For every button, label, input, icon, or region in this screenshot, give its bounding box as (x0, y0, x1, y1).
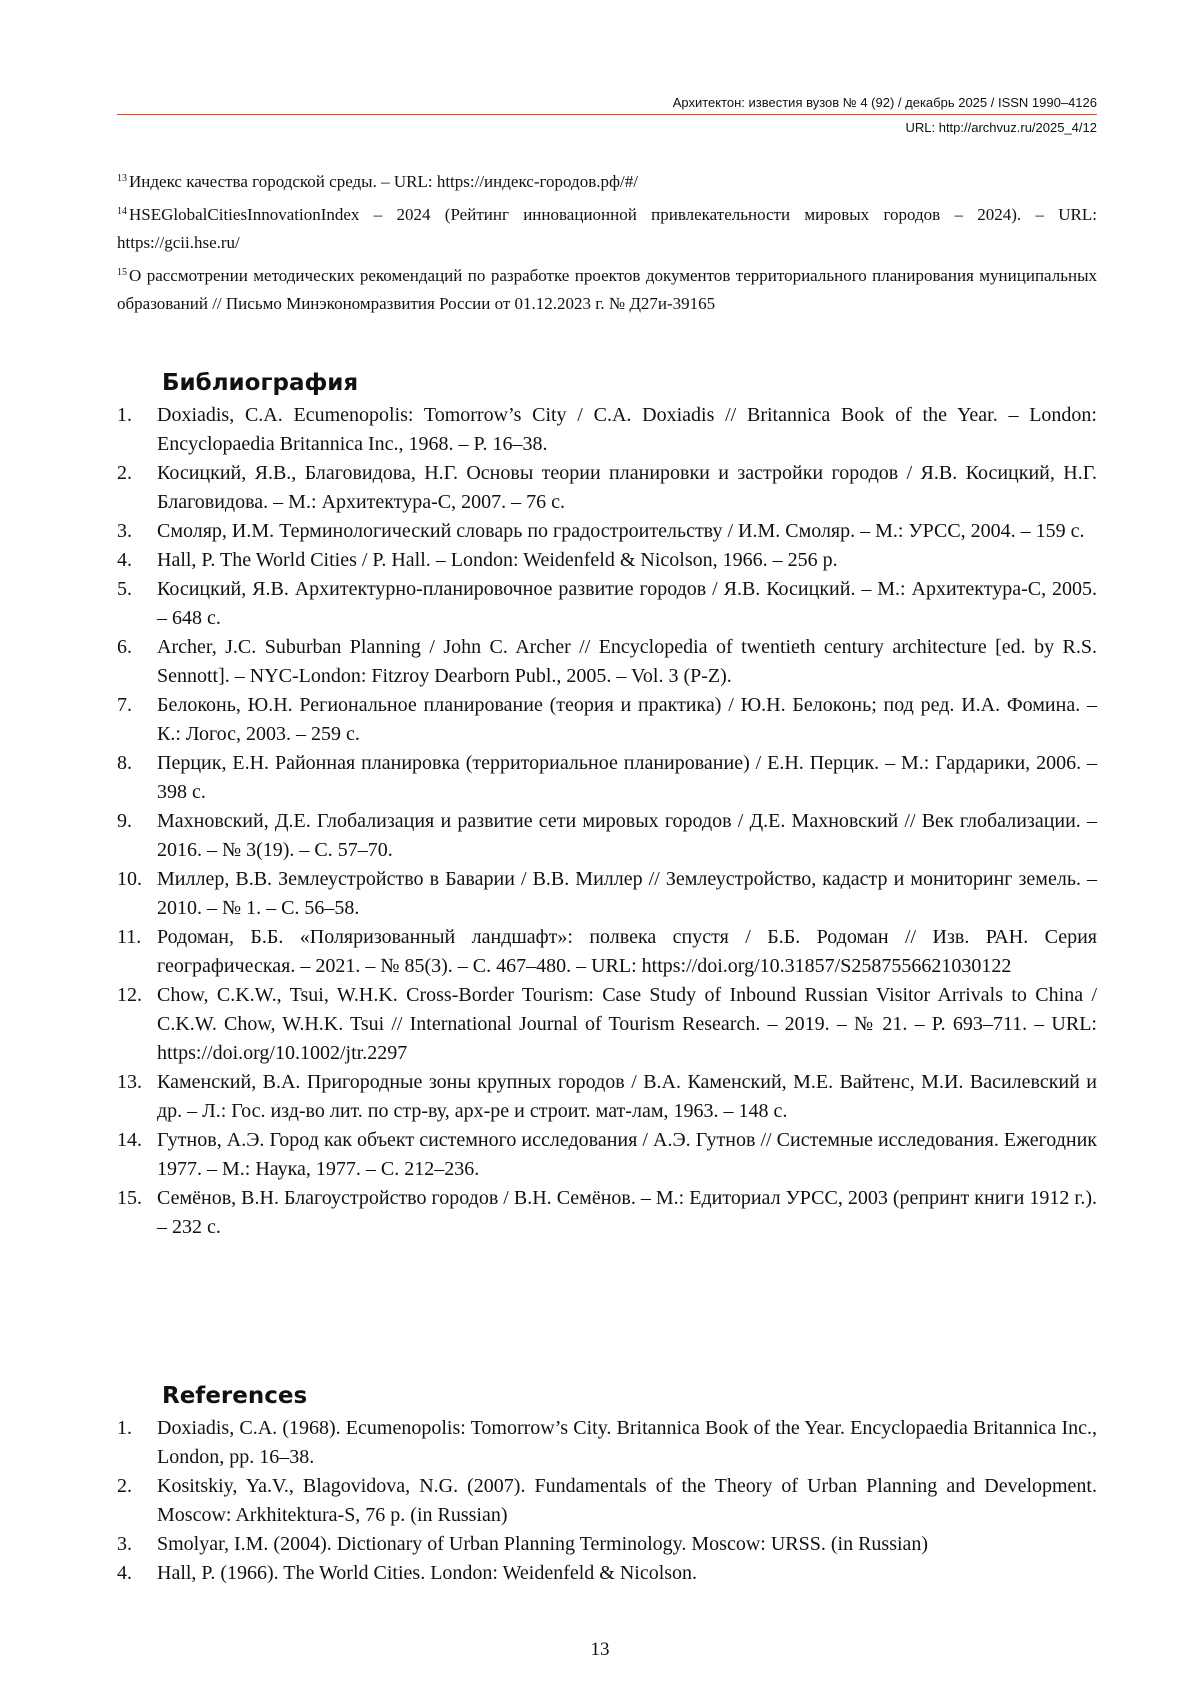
reference-item (117, 1472, 1097, 1530)
article-url: URL: http://archvuz.ru/2025_4/12 (905, 120, 1097, 135)
bibliography-item (117, 981, 1097, 1068)
footnote (117, 168, 1097, 196)
footnote-number: 15 (117, 267, 127, 278)
item-text: Родоман, Б.Б. «Поляризованный ландшафт»: полвека спустя / Б.Б. Родоман // Изв. РАН. Серия географическая. – 2021. – № 85(3). – С. 467–480. – URL: https://doi.org/10.31857/S2587556621030122 (157, 926, 1097, 977)
item-number: 1. (117, 1417, 132, 1439)
item-text: Kositskiy, Ya.V., Blagovidova, N.G. (2007). Fundamentals of the Theory of Urban Planning and Development. Moscow: Arkhitektura-S, 76 p. (in Russian) (157, 1475, 1097, 1526)
bibliography-list (117, 401, 1097, 1242)
item-number: 4. (117, 549, 132, 571)
bibliography-item (117, 1126, 1097, 1184)
bibliography-item (117, 1184, 1097, 1242)
item-number: 10. (117, 868, 142, 890)
reference-item (117, 1559, 1097, 1588)
footnote-text: Индекс качества городской среды. – URL: https://индекс-городов.рф/#/ (129, 172, 638, 191)
references-heading: References (162, 1383, 308, 1409)
bibliography-item (117, 691, 1097, 749)
item-number: 12. (117, 984, 142, 1006)
reference-item (117, 1530, 1097, 1559)
bibliography-section (117, 367, 1097, 1242)
footnote (117, 262, 1097, 318)
item-text: Махновский, Д.Е. Глобализация и развитие сети мировых городов / Д.Е. Махновский // Век глобализации. – 2016. – № 3(19). – С. 57–70. (157, 810, 1097, 861)
item-text: Косицкий, Я.В., Благовидова, Н.Г. Основы теории планировки и застройки городов / Я.В. Косицкий, Н.Г. Благовидова. – М.: Архитектура-С, 2007. – 76 с. (157, 462, 1097, 513)
item-number: 7. (117, 694, 132, 716)
footnotes (117, 168, 1097, 323)
bibliography-heading: Библиография (162, 370, 359, 396)
item-number: 5. (117, 578, 132, 600)
footnote (117, 201, 1097, 257)
item-text: Hall, P. The World Cities / P. Hall. – London: Weidenfeld & Nicolson, 1966. – 256 p. (157, 549, 838, 571)
reference-item (117, 1414, 1097, 1472)
bibliography-item (117, 749, 1097, 807)
item-number: 6. (117, 636, 132, 658)
item-text: Гутнов, А.Э. Город как объект системного исследования / А.Э. Гутнов // Системные исследования. Ежегодник 1977. – М.: Наука, 1977. – С. 212–236. (157, 1129, 1097, 1180)
item-text: Doxiadis, C.A. (1968). Ecumenopolis: Tomorrow’s City. Britannica Book of the Year. Encyclopaedia Britannica Inc., London, pp. 16–38. (157, 1417, 1097, 1468)
item-text: Семёнов, В.Н. Благоустройство городов / В.Н. Семёнов. – М.: Едиториал УРСС, 2003 (репринт книги 1912 г.). – 232 с. (157, 1187, 1097, 1238)
item-text: Smolyar, I.M. (2004). Dictionary of Urban Planning Terminology. Moscow: URSS. (in Russian) (157, 1533, 929, 1555)
bibliography-item (117, 807, 1097, 865)
item-number: 14. (117, 1129, 142, 1151)
bibliography-item (117, 401, 1097, 459)
item-number: 2. (117, 462, 132, 484)
page-number: 13 (590, 1639, 610, 1660)
item-number: 8. (117, 752, 132, 774)
item-text: Hall, P. (1966). The World Cities. London: Weidenfeld & Nicolson. (157, 1562, 698, 1584)
footnote-text: HSEGlobalCitiesInnovationIndex – 2024 (Рейтинг инновационной привлекательности мировых городов – 2024). – URL: https://gcii.hse.ru/ (117, 205, 1097, 252)
item-number: 11. (117, 926, 142, 948)
item-text: Каменский, В.А. Пригородные зоны крупных городов / В.А. Каменский, М.Е. Вайтенс, М.И. Василевский и др. – Л.: Гос. изд-во лит. по стр-ву, арх-ре и строит. мат-лам, 1963. – 148 с. (157, 1071, 1097, 1122)
bibliography-item (117, 575, 1097, 633)
item-text: Archer, J.C. Suburban Planning / John C. Archer // Encyclopedia of twentieth century architecture [ed. by R.S. Sennott]. – NYC-London: Fitzroy Dearborn Publ., 2005. – Vol. 3 (P-Z). (157, 636, 1097, 687)
item-text: Миллер, В.В. Землеустройство в Баварии / В.В. Миллер // Землеустройство, кадастр и мониторинг земель. – 2010. – № 1. – С. 56–58. (157, 868, 1097, 919)
footnote-number: 13 (117, 173, 127, 184)
item-text: Косицкий, Я.В. Архитектурно-планировочное развитие городов / Я.В. Косицкий. – М.: Архитектура-С, 2005. – 648 с. (157, 578, 1097, 629)
item-text: Белоконь, Ю.Н. Региональное планирование (теория и практика) / Ю.Н. Белоконь; под ред. И.А. Фомина. – К.: Логос, 2003. – 259 с. (157, 694, 1097, 745)
bibliography-item (117, 633, 1097, 691)
item-number: 1. (117, 404, 132, 426)
item-number: 2. (117, 1475, 132, 1497)
item-number: 15. (117, 1187, 142, 1209)
references-list (117, 1414, 1097, 1588)
item-number: 3. (117, 520, 132, 542)
bibliography-item (117, 923, 1097, 981)
bibliography-item (117, 459, 1097, 517)
item-number: 3. (117, 1533, 132, 1555)
footnote-text: О рассмотрении методических рекомендаций по разработке проектов документов территориального планирования муниципальных образований // Письмо Минэкономразвития России от 01.12.2023 г. № Д27и-39165 (117, 266, 1097, 313)
item-number: 4. (117, 1562, 132, 1584)
item-number: 9. (117, 810, 132, 832)
bibliography-item (117, 517, 1097, 546)
bibliography-item (117, 865, 1097, 923)
item-text: Doxiadis, C.A. Ecumenopolis: Tomorrow’s City / C.A. Doxiadis // Britannica Book of the Year. – London: Encyclopaedia Britannica Inc., 1968. – P. 16–38. (157, 404, 1097, 455)
running-header (117, 95, 1097, 136)
item-text: Перцик, Е.Н. Районная планировка (территориальное планирование) / Е.Н. Перцик. – М.: Гардарики, 2006. – 398 с. (157, 752, 1097, 803)
header-rule (117, 114, 1097, 115)
bibliography-item (117, 1068, 1097, 1126)
item-text: Chow, C.K.W., Tsui, W.H.K. Cross-Border Tourism: Case Study of Inbound Russian Visitor Arrivals to China / C.K.W. Chow, W.H.K. Tsui // International Journal of Tourism Research. – 2019. – № 21. – P. 693–711. – URL: https://doi.org/10.1002/jtr.2297 (157, 984, 1097, 1064)
item-number: 13. (117, 1071, 142, 1093)
journal-line: Архитектон: известия вузов № 4 (92) / декабрь 2025 / ISSN 1990–4126 (672, 95, 1097, 110)
item-text: Смоляр, И.М. Терминологический словарь по градостроительству / И.М. Смоляр. – М.: УРСС, 2004. – 159 с. (157, 520, 1085, 542)
footnote-number: 14 (117, 206, 127, 217)
references-section (117, 1380, 1097, 1588)
bibliography-item (117, 546, 1097, 575)
